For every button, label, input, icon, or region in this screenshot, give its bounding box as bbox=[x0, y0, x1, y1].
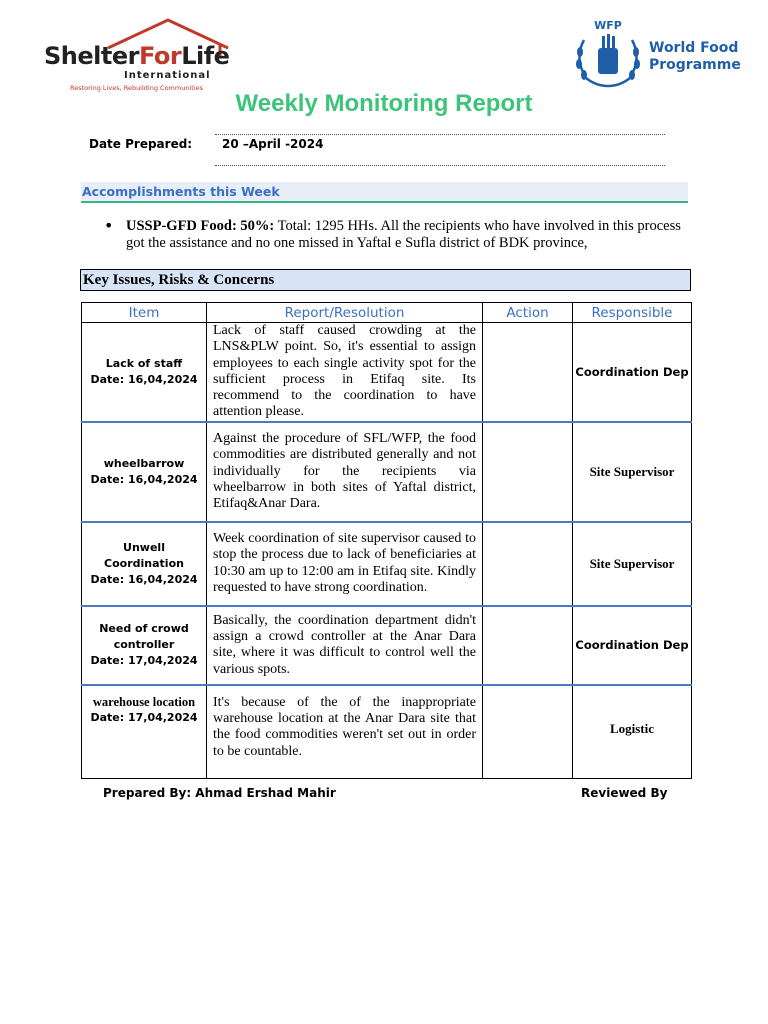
report-cell: Week coordination of site supervisor caused to stop the process due to lack of beneficiaries at 10:30 am up to 12:00 am in Etifaq site. Kindly requested to have strong coordination. bbox=[207, 522, 483, 606]
column-header-item: Item bbox=[82, 303, 207, 323]
report-title: Weekly Monitoring Report bbox=[235, 90, 533, 117]
item-date: Date: 17,04,2024 bbox=[90, 654, 198, 668]
accomplishments-heading bbox=[81, 182, 688, 203]
item-date: Date: 16,04,2024 bbox=[90, 572, 198, 586]
responsible-cell: Coordination Dep bbox=[573, 323, 692, 422]
logo-word-life: Life bbox=[181, 42, 230, 70]
issues-table bbox=[81, 302, 692, 779]
wfp-line1: World Food bbox=[649, 40, 739, 56]
action-cell bbox=[483, 606, 573, 685]
responsible-cell: Site Supervisor bbox=[573, 522, 692, 606]
action-cell bbox=[483, 323, 573, 422]
table-row bbox=[82, 522, 692, 606]
table-row bbox=[82, 422, 692, 522]
logo-word-shelter: Shelter bbox=[44, 42, 139, 70]
date-label: Date Prepared: bbox=[89, 137, 193, 151]
item-cell bbox=[82, 323, 207, 422]
report-cell: Against the procedure of SFL/WFP, the food commodities are distributed generally and not individually for the recipients via wheelbarrow in both sites of Yaftal district, Etifaq&Anar Dara. bbox=[207, 422, 483, 522]
report-cell: Basically, the coordination department didn't assign a crowd controller at the Anar Dara site, where it was difficult to control well the various spots. bbox=[207, 606, 483, 685]
item-date: Date: 16,04,2024 bbox=[90, 472, 198, 486]
table-header-row bbox=[82, 303, 692, 323]
logo-word-for: For bbox=[138, 42, 182, 70]
table-row bbox=[82, 685, 692, 779]
item-name: wheelbarrow bbox=[103, 456, 185, 470]
column-header-responsible: Responsible bbox=[573, 303, 692, 323]
wfp-emblem-icon bbox=[570, 18, 646, 90]
item-cell bbox=[82, 422, 207, 522]
issues-heading bbox=[80, 269, 691, 291]
item-cell bbox=[82, 522, 207, 606]
table-row bbox=[82, 323, 692, 422]
accomplishment-bold: USSP-GFD Food: 50%: bbox=[126, 218, 275, 234]
report-cell: It's because of the of the inappropriate warehouse location at the Anar Dara site that the food commodities weren't set out in order to be countable. bbox=[207, 685, 483, 779]
logo-wordmark bbox=[44, 42, 229, 70]
logo-subtitle: International bbox=[124, 70, 211, 81]
responsible-cell: Coordination Dep bbox=[573, 606, 692, 685]
wfp-acronym: WFP bbox=[594, 19, 622, 32]
prepared-by: Prepared By: Ahmad Ershad Mahir bbox=[103, 786, 336, 800]
reviewed-by: Reviewed By bbox=[581, 786, 668, 800]
responsible-cell: Site Supervisor bbox=[573, 422, 692, 522]
date-value: 20 –April -2024 bbox=[222, 137, 324, 151]
item-date: Date: 16,04,2024 bbox=[90, 372, 198, 386]
report-cell: Lack of staff caused crowding at the LNS&PLW point. So, it's essential to assign employees to each single activity spot for the sufficient process in Etifaq site. Its recommend to the coordination to have attention please. bbox=[207, 323, 483, 422]
action-cell bbox=[483, 522, 573, 606]
item-cell bbox=[82, 606, 207, 685]
action-cell bbox=[483, 685, 573, 779]
wfp-wordmark bbox=[649, 40, 741, 74]
divider bbox=[215, 134, 665, 135]
accomplishments-heading-text: Accomplishments this Week bbox=[82, 184, 280, 199]
responsible-cell: Logistic bbox=[573, 685, 692, 779]
column-header-report: Report/Resolution bbox=[207, 303, 483, 323]
column-header-action: Action bbox=[483, 303, 573, 323]
divider bbox=[215, 165, 665, 166]
item-name: Need of crowd controller bbox=[99, 622, 189, 652]
logo-tagline: Restoring Lives, Rebuilding Communities bbox=[70, 84, 204, 92]
item-name: warehouse location bbox=[92, 694, 196, 709]
item-cell bbox=[82, 685, 207, 779]
action-cell bbox=[483, 422, 573, 522]
item-name: Lack of staff bbox=[105, 356, 183, 370]
wfp-line2: Programme bbox=[649, 57, 741, 73]
bullet-icon: • bbox=[104, 216, 114, 235]
accomplishment-item bbox=[126, 218, 686, 252]
item-date: Date: 17,04,2024 bbox=[90, 710, 198, 724]
table-row bbox=[82, 606, 692, 685]
item-name: Unwell Coordination bbox=[104, 540, 184, 570]
accomplishment-text: Total: 1295 HHs. All the recipients who have involved in this process got the assistance and no one missed in Yaftal e Sufla district of BDK province, bbox=[126, 218, 681, 251]
issues-heading-text: Key Issues, Risks & Concerns bbox=[83, 272, 275, 288]
